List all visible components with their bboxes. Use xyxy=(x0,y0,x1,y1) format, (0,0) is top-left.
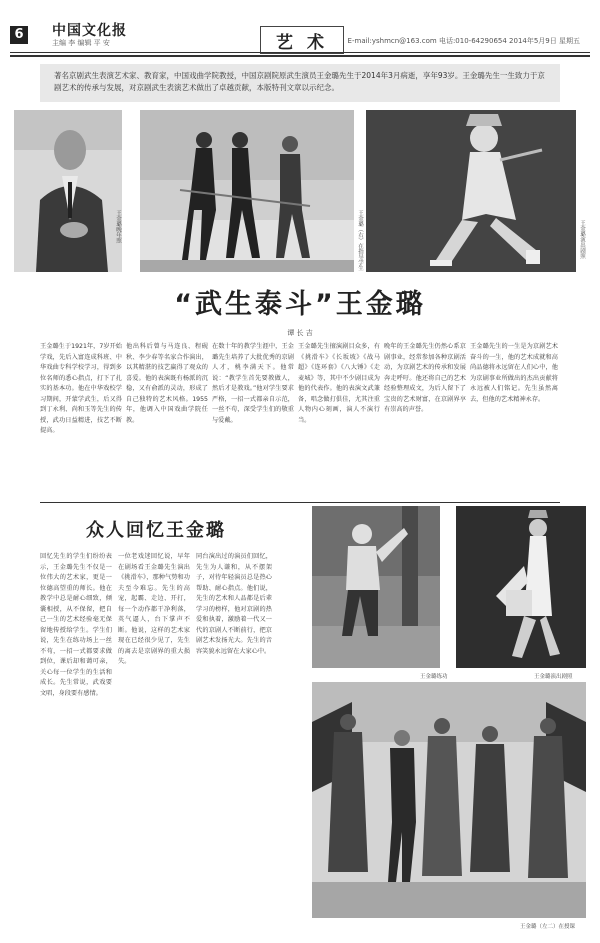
masthead: 中国文化报 xyxy=(52,23,127,39)
header-rule xyxy=(10,52,590,53)
intro-box: 著名京剧武生表演艺术家、教育家，中国戏曲学院教授，中国京剧院原武生演员王金璐先生于2014年3月病逝，享年93岁。王金璐先生一生致力于京剧艺术的传承与发展，对京剧武生表演艺术做出了卓越贡献，本版特刊文章以示纪念。 xyxy=(40,64,560,102)
header-rule-thick xyxy=(10,55,590,57)
caption-stage: 王金璐演出剧照 xyxy=(579,220,585,259)
article-column: 王金璐先生擅演剧目众多，有《挑滑车》《长坂坡》《战马超》《连环套》《八大锤》《走麦城》等，其中不少剧目成为他的代表作。他的表演文武兼备，唱念做打俱佳，尤其注重人物内心刻画，演人不演行当。 xyxy=(298,343,380,424)
article-title: “武生泰斗”王金璐 xyxy=(174,289,426,320)
outdoor-photo xyxy=(312,506,440,668)
page-header xyxy=(0,0,600,52)
article-column: 王金璐生于1921年，7岁开始学戏，先后入富连成科班、中华戏曲专科学校学习，得到多位名师的悉心指点，打下了扎实的基本功。他在中华戏校学习期间，开蒙学武生，后又得到丁永利、尚和玉等先生的传授，武功日益精进，技艺不断提高。 xyxy=(40,343,122,434)
section-title: 艺 术 xyxy=(260,26,344,54)
caption-outdoor: 王金璐练功 xyxy=(420,674,448,680)
rehearsal-photo xyxy=(140,110,354,272)
article-byline: 谭 长 吉 xyxy=(287,329,313,337)
article-column: 他出科后曾与马连良、程砚秋、李少春等名家合作演出，以其精湛的技艺赢得了观众的喜爱。他的表演既有杨派的沉稳，又有俞派的灵动，形成了自己独特的艺术风格。1955年，他调入中国戏曲学院任教。 xyxy=(126,343,208,424)
caption-group: 王金璐（左二）在授课 xyxy=(520,924,576,930)
memories-column: 一位老戏迷回忆说，早年在剧场看王金璐先生演出《挑滑车》，那种气势和功夫至今难忘。先生的高宠，起霸、走边、开打，每一个动作都干净利落，英气逼人，台下掌声不断。他说，这样的艺术家现在已经很少见了，先生的离去是京剧界的重大损失。 xyxy=(118,553,190,665)
memories-column: 回忆先生的学生们纷纷表示，王金璐先生不仅是一位伟大的艺术家，更是一位德高望重的师长。他在教学中总是耐心细致，倾囊相授，从不保留，把自己一生的艺术经验毫无保留地传授给学生。学生们说，先生在练功场上一丝不苟，一招一式都要求做到位，课后却和蔼可亲，关心每一位学生的生活和成长。先生常说，武戏要文唱，身段要有感情。 xyxy=(40,553,112,697)
costume-photo xyxy=(456,506,586,668)
caption-portrait: 王金璐晚年照 xyxy=(115,210,121,243)
editor-line: 主编 李 编辑 平 安 xyxy=(52,39,110,47)
group-photo xyxy=(312,682,586,918)
header-meta: E-mail:yshmcn@163.com 电话:010-64290654 2014年5月9日 星期五 xyxy=(347,37,580,45)
article-column: 晚年的王金璐先生仍然心系京剧事业，经常参加各种京剧活动，为京剧艺术的传承和发展奔走呼吁。他还将自己的艺术经验整理成文，为后人留下了宝贵的艺术财富，在京剧界享有崇高的声誉。 xyxy=(384,343,466,413)
article-column: 王金璐先生的一生是为京剧艺术奋斗的一生，他的艺术成就和高尚品德将永远留在人们心中，他为京剧事业所做出的杰出贡献将永远被人们铭记。先生虽然离去，但他的艺术精神永存。 xyxy=(470,343,558,403)
memories-title: 众人回忆王金璐 xyxy=(86,520,226,541)
portrait-photo xyxy=(14,110,122,272)
stage-photo xyxy=(366,110,576,272)
caption-rehearsal: 王金璐（右）在指导学生 xyxy=(357,210,363,271)
article-column: 在数十年的教学生涯中，王金璐先生培养了大批优秀的京剧人才，桃李满天下。他常说：“教学生首先要教做人，然后才是教戏。”他对学生要求严格，一招一式都亲自示范，一丝不苟，深受学生们的敬重与爱戴。 xyxy=(212,343,294,424)
page-number: 6 xyxy=(10,26,28,44)
memories-column: 同台演出过的演员们回忆，先生为人谦和，从不摆架子，对待年轻演员总是热心帮助、耐心指点。他们说，先生的艺术和人品都是后辈学习的榜样，他对京剧的热爱和执着，激励着一代又一代的京剧人不断前行，把京剧艺术发扬光大。先生的音容笑貌永远留在大家心中。 xyxy=(196,553,272,655)
section-divider xyxy=(40,502,560,503)
caption-costume: 王金璐演出剧照 xyxy=(534,674,573,680)
